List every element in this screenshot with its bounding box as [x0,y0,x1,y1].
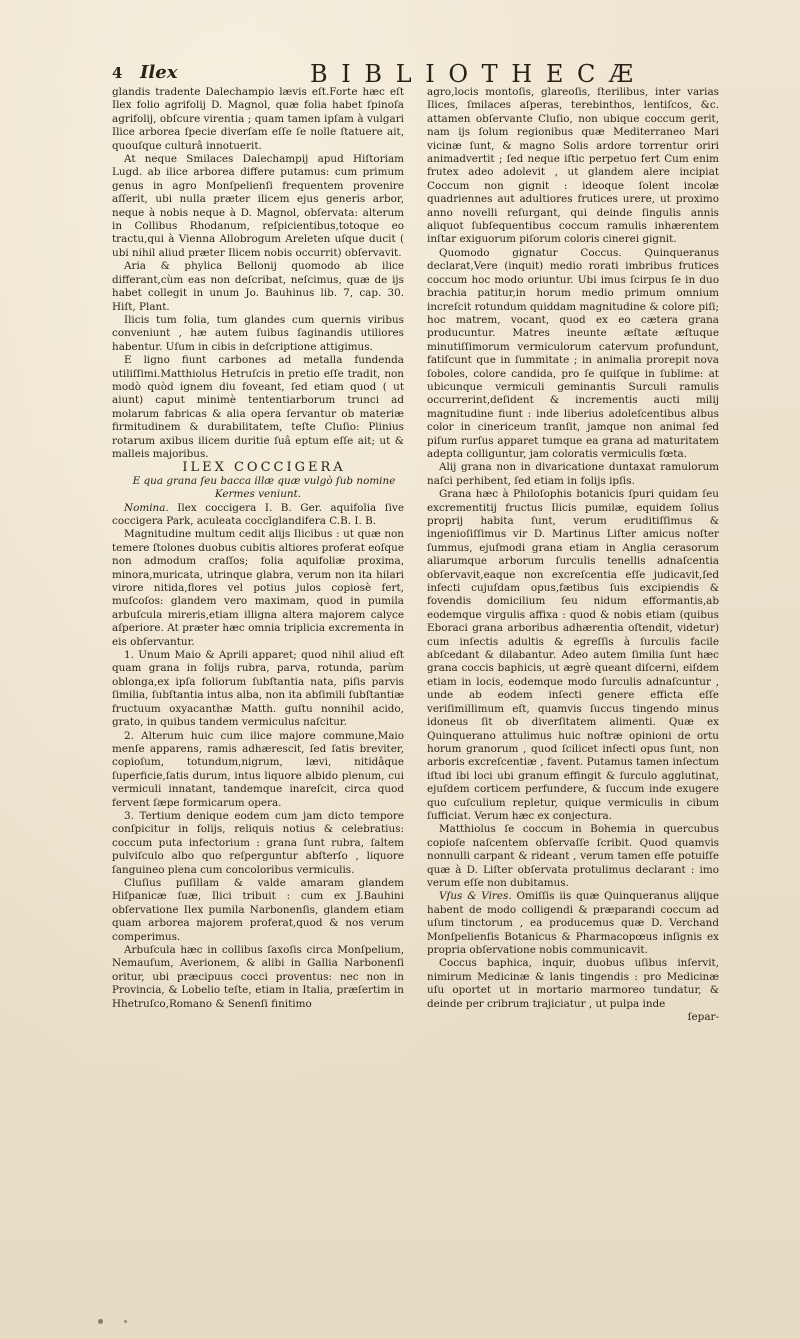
paragraph: Matthiolus ſe coccum in Bohemia in quercubus copioſe naſcentem obſervaſſe ſcribit. Quod quamvis nonnulli carpant & rideant , verum tamen eſſe potuiſſe quæ à D. Liſter obſervata protulimus declarant : imo verum eſſe non dubitamus. [427,823,719,889]
nomina-paragraph [112,502,404,529]
nomina-text: Ilex coccigera I. B. Ger. aquifolia ſive coccigera Park, aculeata coccīglandifera C.B. I. B. [112,501,404,527]
paragraph: Ilicis tum folia, tum glandes cum quernis viribus conveniunt , hæ autem ſuibus ſaginandis utiliores habentur. Uſum in cibis in deſcriptione attigimus. [112,313,404,353]
left-column [112,86,404,1011]
paragraph: E ligno fiunt carbones ad metalla fundenda utiliſſimi.Matthiolus Hetruſcis in pretio eſſe tradit, non modò quòd ignem diu foveant, ſed etiam quod ( ut aiunt) caput minimè tententiarborum trunci ad molarum fabricas & alia opera ſervantur ob materiæ firmitudinem & durabilitatem, teſte Cluſio: Plinius rotarum axibus ilicem duritie ſuâ eptum eſſe ait; ut & malleis majoribus. [112,354,404,460]
section-subheading: E qua grana ſeu bacca illæ quæ vulgò ſub nomine Kermes veniunt. [132,474,396,501]
right-column [427,86,719,1024]
vires-paragraph [427,890,719,957]
ink-spot [98,1319,103,1324]
page-number: 4 [112,64,123,82]
vires-text: Omiſſis iis quæ Quinqueranus alijque habent de modo colligendi & præparandi coccum ad uſum tinctorum , ea producemus quæ D. Verchand Monſpelienſis Botanicus & Pharmacopœus inſignis ex propria obſervatione nobis communicavit. [427,890,720,956]
paragraph: 1. Unum Maio & Aprili apparet; quod nihil aliud eſt quam grana in folijs rubra, parva, rotunda, parùm oblonga,ex ipſa foliorum ſubſtantia nata, piſis parvis ſimilia, ſubſtantia intus alba, non ita abſimili ſubſtantiæ fructuum oxyacanthæ Matth. guſtu nonnihil acido, grato, in quibus tandem vermiculus naſcitur. [112,649,404,729]
nomina-label: Nomina. [124,501,169,514]
paragraph: 3. Tertium denique eodem cum jam dicto tempore conſpicitur in folijs, reliquis notius & celebratius: coccum puta infectorium : grana ſunt rubra, ſaltem pulviſculo albo quo reſperguntur abſterſo , liquore ſanguineo plena cum concoloribus vermiculis. [112,809,404,876]
vires-label: Vſus & Vires. [439,890,512,903]
paragraph: glandis tradente Dalechampio lævis eſt.Forte hæc eſt Ilex folio agrifolij D. Magnol, quæ folia habet ſpinoſa agrifolij, obſcure virentia ; quam tamen ipſam à vulgari Ilice arborea ſpecie diverſam eſſe ſe nolle ſtatuere ait, quouſque culturâ innotuerit. [112,86,404,152]
paragraph: Aria & phylica Bellonij quomodo ab ilice differant,cùm eas non deſcribat, neſcimus, quæ de ijs habet collegit in unum Jo. Bauhinus lib. 7, cap. 30. Hiſt, Plant. [112,260,404,313]
paragraph: Grana hæc à Philoſophis botanicis ſpuri quidam ſeu excrementitij fructus Ilicis pumilæ, equidem ſolius proprij habita ſunt, verum eruditiſſimus & ingenioſiſſimus vir D. Martinus Liſter amicus noſter ſummus, ejuſmodi grana etiam in Anglia cerasorum aliarumque arborum ſurculis tenellis adnaſcentia obſervavit,eaque non excreſcentia eſſe judicavit,ſed infecti cujuſdam opus,fætibus ſuis excipiendis & fovendis domicilium ſeu nidum efformantis,ab eodemque virgulis affixa : quod & nobis etiam (quibus Eboraci grana arboribus adhærentia oſtendit, videtur) cum inſectis adultis & egreſſis à ſurculis facile abſcedant & dilabantur. Adeo autem ſimilia ſunt hæc grana coccis baphicis, ut ægrè queant diſcerni, eiſdem etiam in locis, eodemque modo ſurculis adnaſcuntur , unde ab eodem inſecti genere efficta eſſe veriſimillimum eſt, quamvis ſuccus tingendo minus idoneus ſit ob diverſitatem alimenti. Quæ ex Quinquerano attulimus huic noſtræ opinioni de ortu horum granorum , quod ſcilicet inſecti opus ſunt, non arboris excreſcentiæ , favent. Putamus tamen inſectum iſtud ibi loci ubi granum effingit & ſurculo agglutinat, ejuſdem corticem perfundere, & ſuccum inde exugere quo cuſculium repletur, quique vermiculis in cibum ſufficiat. Verum hæc ex conjectura. [427,488,719,822]
paragraph: Arbuſcula hæc in collibus ſaxoſis circa Monſpelium, Nemauſum, Averionem, & alibi in Gallia Narbonenſi oritur, ubi præcipuus cocci proventus: nec non in Provincia, & Lobelio teſte, etiam in Italia, præſertim in Hhetruſco,Romano & Senenſi finitimo [112,944,404,1010]
paragraph: Magnitudine multum cedit alijs Ilicibus : ut quæ non temere ſtolones duobus cubitis altiores proferat eoſque non admodum craſſos; folia aquifoliæ proxima, minora,muricata, utrinque glabra, verum non ita hilari virore nitida,flores vel potius julos copiosè fert, muſcoſos: glandem vero maximam, quod in pumila arbuſcula mireris,etiam illigna altera majorem calyce aſperiore. At præter hæc omnia triplicia excrementa in eis obſervantur. [112,528,404,648]
running-head-title: B I B L I O T H E C Æ [310,60,636,88]
paragraph: agro,locis montoſis, glareoſis, ſterilibus, inter varias Ilices, ſmilaces aſperas, terebinthos, lentiſcos, &c. attamen obſervante Cluſio, non ubique coccum gerit, nam ijs ſolum regionibus quæ Mediterraneo Mari vicinæ ſunt, & magno Solis ardore torrentur oriri animadvertit ; ſed neque iſtic perpetuo fert Cum enim frutex adeo adolevit , ut glandem alere incipiat Coccum non gignit : ideoque ſolent incolæ quadriennes aut adultiores frutices urere, ut proximo anno novelli reſurgant, qui deinde ſingulis annis aliquot ſubſequentibus coccum ramulis inhærentem inſtar exiguorum piſorum coloris cinerei gignit. [427,86,719,246]
paragraph: At neque Smilaces Dalechampij apud Hiſtoriam Lugd. ab ilice arborea differe putamus: cum primum genus in agro Monſpelienſi frequentem provenire aſſerit, ubi nulla præter ilicem ejus generis arbor, neque à nobis neque à D. Magnol, obſervata: alterum in Collibus Rhodanum, reſpicientibus,totoque eo tractu,qui à Vienna Allobrogum Areleten uſque ducit ( ubi nihil aliud præter Ilicem nobis occurrit) obſervavit. [112,153,404,259]
paragraph: Cluſius puſillam & valde amaram glandem Hiſpanicæ ſuæ, Ilici tribuit : cum ex J.Bauhini obſervatione Ilex pumila Narbonenſis, glandem etiam quam arborea majorem proferat,quod & nos verum comperimus. [112,876,404,943]
ink-spot [124,1320,127,1323]
catchword: ſepar- [687,1011,719,1024]
paragraph: Quomodo gignatur Coccus. Quinqueranus declarat,Vere (inquit) medio rorati imbribus frutices coccum hoc modo oriuntur. Ubi imus ſcirpus ſe in duo brachia patitur,in horum medio primum omnium increſcit rotundum quiddam magnitudine & colore piſi; hoc matrem, vocant, quod ex eo cætera grana producuntur. Matres ineunte æſtate æſtuque minutiſſimorum vermiculorum catervum profundunt, fatiſcunt que in ſummitate ; in animalia prorepit nova ſoboles, colore candida, pro ſe quiſque in ſublime: at ubicunque vermiculi geminantis Surculi ramulis occurrerint,deſident & incrementis aucti milij magnitudine fiunt : inde liberius adoleſcentibus albus color in cinericeum tranſit, jamque non animal ſed piſum rurſus apparet tumque ea grana ad maturitatem adepta colliguntur, jam coloratis vermiculis fœta. [427,246,719,460]
paragraph: Alij grana non in divaricatione duntaxat ramulorum naſci perhibent, ſed etiam in folijs ipſis. [427,461,719,487]
paragraph: 2. Alterum huic cum ilice majore commune,Maio menſe apparens, ramis adhærescit, ſed ſatis breviter, copioſum, totundum,nigrum, lævi, nitidâque ſuperficie,ſatis durum, intus liquore albido plenum, cui vermiculi innatant, tandemque inareſcit, circa quod fervent ſæpe formicarum opera. [112,729,404,809]
running-head [112,62,712,86]
running-head-keyword: Ilex [140,62,178,83]
section-heading: ILEX COCCIGERA [182,460,346,476]
paragraph: Coccus baphica, inquir, duobus uſibus inſervit, nimirum Medicinæ & lanis tingendis : pro Medicinæ uſu oportet ut in mortario marmoreo tundatur, & deinde per cribrum trajiciatur , ut pulpa inde [427,957,719,1010]
